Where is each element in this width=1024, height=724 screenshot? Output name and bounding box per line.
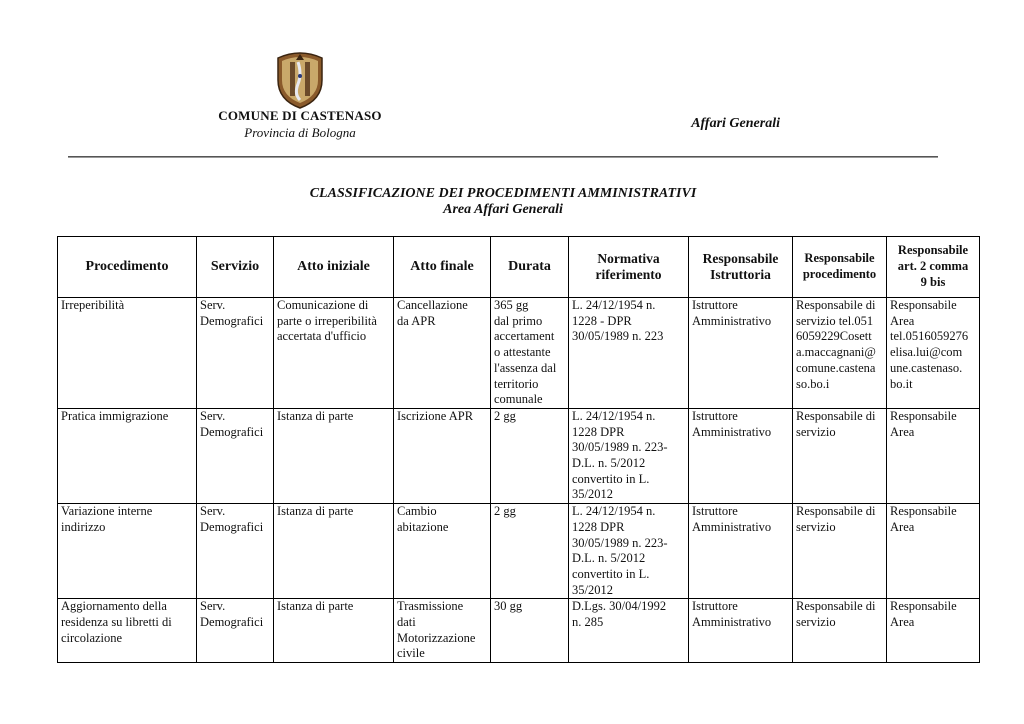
cell-normativa xyxy=(569,298,689,409)
cell-resp-istruttoria xyxy=(689,408,793,503)
cell-line: 30/05/1989 n. 223- xyxy=(572,535,668,550)
cell-line: bo.it xyxy=(890,376,913,391)
cell-resp-procedimento xyxy=(793,408,887,503)
cell-line: comune.castena xyxy=(796,360,876,375)
cell-line: accertament xyxy=(494,329,555,344)
cell-line: abitazione xyxy=(397,519,449,534)
cell-resp-art xyxy=(887,599,980,663)
cell-line: Area xyxy=(890,519,915,534)
provincia-name: Provincia di Bologna xyxy=(244,125,356,140)
cell-line: Serv. xyxy=(200,408,226,423)
comune-name: COMUNE DI CASTENASO xyxy=(218,108,382,123)
cell-atto-iniziale xyxy=(274,504,394,599)
cell-line: servizio tel.051 xyxy=(796,313,874,328)
cell-line: residenza su libretti di xyxy=(61,615,172,630)
cell-line: Istanza di parte xyxy=(277,599,354,614)
cell-line: dal primo xyxy=(494,313,543,328)
cell-line: dati xyxy=(397,615,416,630)
cell-resp-procedimento xyxy=(793,504,887,599)
area-label: Affari Generali xyxy=(691,116,780,131)
cell-resp-istruttoria xyxy=(689,298,793,409)
cell-line: 30/05/1989 n. 223- xyxy=(572,440,668,455)
cell-line: Iscrizione APR xyxy=(397,408,474,423)
cell-line: Responsabile di xyxy=(796,408,876,423)
col-header-resp-istruttoria: Responsabile Istruttoria xyxy=(689,237,793,298)
cell-line: n. 285 xyxy=(572,615,604,630)
cell-line: Motorizzazione xyxy=(397,630,476,645)
title-line: CLASSIFICAZIONE DEI PROCEDIMENTI AMMINISTRATIVI xyxy=(309,186,697,201)
table-row xyxy=(58,298,980,409)
col-header-atto-iniziale: Atto iniziale xyxy=(274,237,394,298)
cell-line: 30 gg xyxy=(494,599,523,614)
cell-line: Demografici xyxy=(200,615,264,630)
cell-line: Amministrativo xyxy=(692,313,772,328)
col-header-normativa: Normativa riferimento xyxy=(569,237,689,298)
cell-line: accertata d'ufficio xyxy=(277,329,367,344)
cell-line: 1228 - DPR xyxy=(572,313,632,328)
cell-durata xyxy=(491,599,569,663)
cell-line: Responsabile xyxy=(890,504,957,519)
cell-line: Variazione interne xyxy=(61,504,153,519)
col-header-resp-procedimento: Responsabile procedimento xyxy=(793,237,887,298)
cell-atto-iniziale xyxy=(274,599,394,663)
cell-procedimento xyxy=(58,504,197,599)
cell-line: 2 gg xyxy=(494,408,516,423)
cell-line: L. 24/12/1954 n. xyxy=(572,408,656,423)
cell-line: convertito in L. xyxy=(572,566,650,581)
cell-normativa xyxy=(569,504,689,599)
document-title xyxy=(100,186,906,218)
cell-line: convertito in L. xyxy=(572,471,650,486)
cell-line: Pratica immigrazione xyxy=(61,408,169,423)
cell-line: Responsabile di xyxy=(796,599,876,614)
cell-line: Responsabile di xyxy=(796,504,876,519)
cell-line: Aggiornamento della xyxy=(61,599,167,614)
cell-servizio xyxy=(197,408,274,503)
cell-durata xyxy=(491,504,569,599)
col-header-durata: Durata xyxy=(491,237,569,298)
cell-procedimento xyxy=(58,599,197,663)
cell-line: Comunicazione di xyxy=(277,298,369,312)
cell-line: 30/05/1989 n. 223 xyxy=(572,329,664,344)
cell-line: Area xyxy=(890,424,915,439)
cell-line: so.bo.i xyxy=(796,376,830,391)
table-row xyxy=(58,408,980,503)
cell-line: Istruttore xyxy=(692,504,738,519)
subtitle-line: Area Affari Generali xyxy=(443,202,563,217)
cell-line: a.maccagnani@ xyxy=(796,345,876,360)
cell-line: 365 gg xyxy=(494,298,529,312)
cell-line: Area xyxy=(890,615,915,630)
cell-line: D.L. n. 5/2012 xyxy=(572,551,646,566)
cell-line: Istruttore xyxy=(692,298,738,312)
cell-line: elisa.lui@com xyxy=(890,345,963,360)
cell-atto-iniziale xyxy=(274,408,394,503)
cell-atto-finale xyxy=(394,599,491,663)
cell-line: circolazione xyxy=(61,630,123,645)
cell-line: Area xyxy=(890,313,915,328)
cell-line: servizio xyxy=(796,424,836,439)
cell-line: 35/2012 xyxy=(572,487,613,502)
header-divider xyxy=(68,156,938,158)
cell-line: 35/2012 xyxy=(572,582,613,597)
cell-servizio xyxy=(197,599,274,663)
cell-resp-procedimento xyxy=(793,298,887,409)
cell-durata xyxy=(491,408,569,503)
cell-normativa xyxy=(569,408,689,503)
cell-line: 1228 DPR xyxy=(572,424,625,439)
cell-line: Responsabile xyxy=(890,408,957,423)
cell-line: D.Lgs. 30/04/1992 xyxy=(572,599,667,614)
cell-line: Responsabile xyxy=(890,599,957,614)
cell-line: Istruttore xyxy=(692,408,738,423)
cell-line: Demografici xyxy=(200,519,264,534)
cell-line: 2 gg xyxy=(494,504,516,519)
cell-atto-finale xyxy=(394,504,491,599)
cell-line: Responsabile xyxy=(890,298,957,312)
cell-resp-art xyxy=(887,408,980,503)
cell-atto-finale xyxy=(394,408,491,503)
cell-line: Trasmissione xyxy=(397,599,464,614)
cell-line: Serv. xyxy=(200,298,226,312)
cell-servizio xyxy=(197,298,274,409)
cell-line: tel.0516059276 xyxy=(890,329,969,344)
cell-line: Demografici xyxy=(200,313,264,328)
cell-line: Cambio xyxy=(397,504,437,519)
procedimenti-table xyxy=(57,236,980,663)
table-row xyxy=(58,504,980,599)
cell-line: comunale xyxy=(494,392,543,407)
cell-line: Irreperibilità xyxy=(61,298,125,312)
col-header-servizio: Servizio xyxy=(197,237,274,298)
cell-line: Amministrativo xyxy=(692,519,772,534)
cell-line: L. 24/12/1954 n. xyxy=(572,298,656,312)
cell-line: da APR xyxy=(397,313,436,328)
cell-resp-istruttoria xyxy=(689,504,793,599)
table-row xyxy=(58,599,980,663)
cell-line: civile xyxy=(397,646,425,661)
cell-line: Istruttore xyxy=(692,599,738,614)
cell-resp-istruttoria xyxy=(689,599,793,663)
cell-line: Amministrativo xyxy=(692,615,772,630)
cell-line: L. 24/12/1954 n. xyxy=(572,504,656,519)
cell-line: Responsabile di xyxy=(796,298,876,312)
comune-crest-icon xyxy=(274,50,326,110)
cell-line: Demografici xyxy=(200,424,264,439)
cell-line: Cancellazione xyxy=(397,298,468,312)
cell-normativa xyxy=(569,599,689,663)
cell-line: 6059229Cosett xyxy=(796,329,872,344)
cell-line: une.castenaso. xyxy=(890,360,963,375)
table-header-row xyxy=(58,237,980,298)
col-header-resp-art: Responsabile art. 2 comma 9 bis xyxy=(887,237,980,298)
cell-line: parte o irreperibilità xyxy=(277,313,377,328)
cell-line: D.L. n. 5/2012 xyxy=(572,456,646,471)
cell-resp-art xyxy=(887,298,980,409)
cell-resp-art xyxy=(887,504,980,599)
col-header-procedimento: Procedimento xyxy=(58,237,197,298)
cell-procedimento xyxy=(58,408,197,503)
cell-line: Serv. xyxy=(200,504,226,519)
cell-line: Istanza di parte xyxy=(277,408,354,423)
cell-atto-iniziale xyxy=(274,298,394,409)
cell-line: Serv. xyxy=(200,599,226,614)
cell-line: servizio xyxy=(796,519,836,534)
cell-line: territorio xyxy=(494,376,539,391)
cell-procedimento xyxy=(58,298,197,409)
cell-durata xyxy=(491,298,569,409)
cell-line: l'assenza dal xyxy=(494,360,557,375)
cell-line: indirizzo xyxy=(61,519,106,534)
cell-servizio xyxy=(197,504,274,599)
cell-line: 1228 DPR xyxy=(572,519,625,534)
col-header-atto-finale: Atto finale xyxy=(394,237,491,298)
cell-line: Amministrativo xyxy=(692,424,772,439)
cell-line: servizio xyxy=(796,615,836,630)
cell-line: Istanza di parte xyxy=(277,504,354,519)
cell-line: o attestante xyxy=(494,345,551,360)
cell-resp-procedimento xyxy=(793,599,887,663)
cell-atto-finale xyxy=(394,298,491,409)
